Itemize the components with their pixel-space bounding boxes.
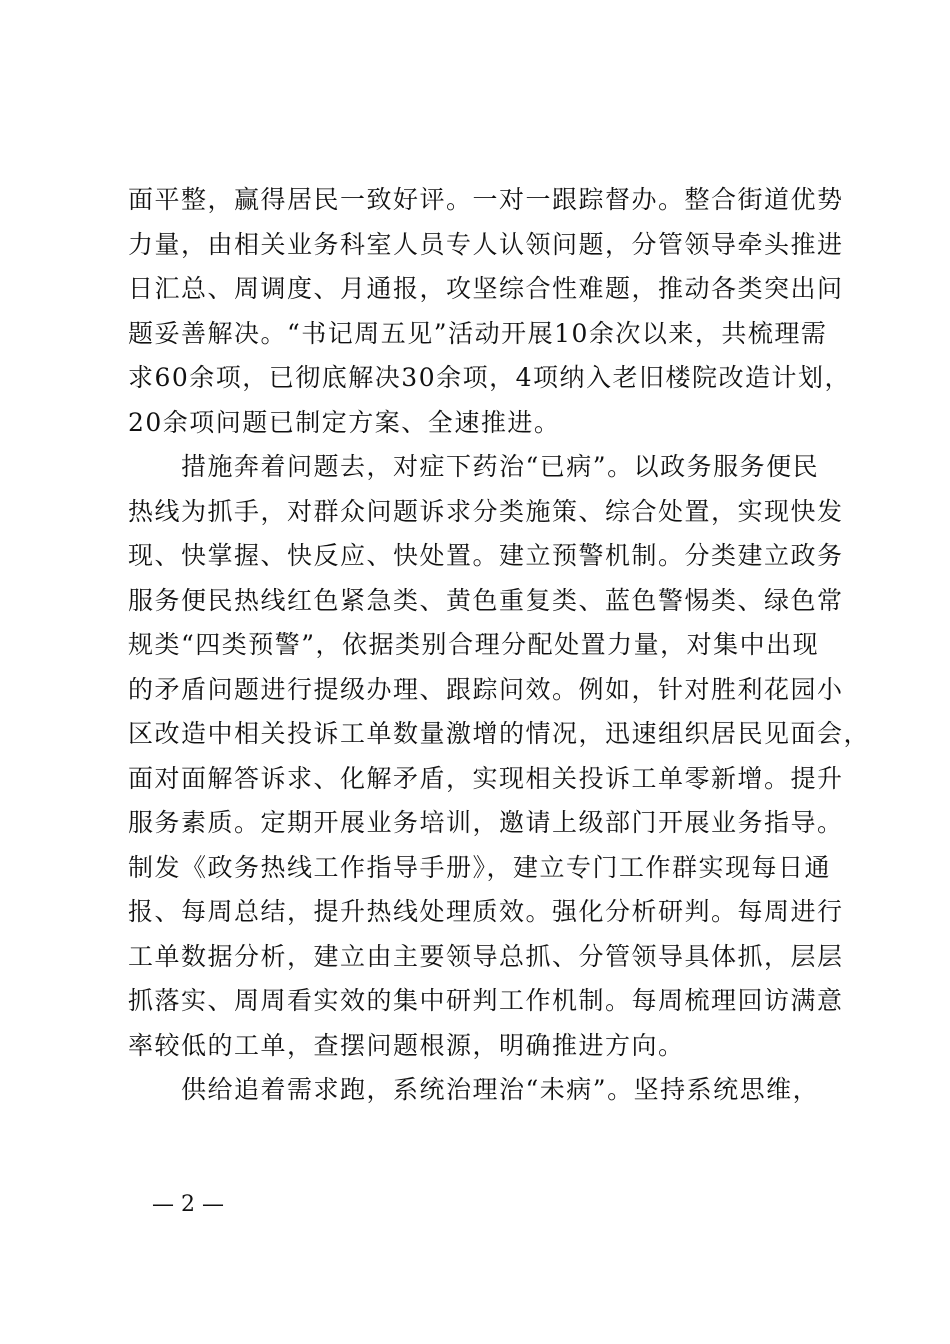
page-number: — 2 — — [152, 1192, 224, 1217]
text-line: 现、快掌握、快反应、快处置。建立预警机制。分类建立政务 — [128, 541, 844, 570]
text-line: 报、每周总结，提升热线处理质效。强化分析研判。每周进行 — [128, 897, 844, 926]
text-line: 抓落实、周周看实效的集中研判工作机制。每周梳理回访满意 — [128, 986, 844, 1015]
text-line: 措施奔着问题去，对症下药治“已病”。以政务服务便民 — [128, 452, 820, 481]
text-line: 服务素质。定期开展业务培训，邀请上级部门开展业务指导。 — [128, 808, 844, 837]
text-line: 题妥善解决。“书记周五见”活动开展10余次以来，共梳理需 — [128, 318, 828, 348]
text-line: 服务便民热线红色紧急类、黄色重复类、蓝色警惕类、绿色常 — [128, 585, 844, 615]
text-line: 面平整，赢得居民一致好评。一对一跟踪督办。整合街道优势 — [128, 185, 844, 214]
text-line: 制发《政务热线工作指导手册》，建立专门工作群实现每日通 — [128, 852, 832, 882]
text-line: 规类“四类预警”，依据类别合理分配处置力量，对集中出现 — [128, 630, 820, 659]
text-line: 率较低的工单，查摆问题根源，明确推进方向。 — [128, 1030, 685, 1060]
text-line: 20余项问题已制定方案、全速推进。 — [128, 407, 561, 437]
body-text — [128, 178, 871, 1113]
text-line: 求60余项，已彻底解决30余项，4项纳入老旧楼院改造计划， — [128, 363, 852, 392]
text-line: 日汇总、周调度、月通报，攻坚综合性难题，推动各类突出问 — [128, 274, 844, 303]
text-line: 工单数据分析，建立由主要领导总抓、分管领导具体抓，层层 — [128, 941, 844, 971]
text-line: 供给追着需求跑，系统治理治“未病”。坚持系统思维， — [128, 1075, 820, 1104]
text-line: 热线为抓手，对群众问题诉求分类施策、综合处置，实现快发 — [128, 496, 844, 526]
text-line: 区改造中相关投诉工单数量激增的情况，迅速组织居民见面会， — [128, 719, 871, 748]
text-line: 的矛盾问题进行提级办理、跟踪问效。例如，针对胜利花园小 — [128, 674, 844, 704]
text-line: 力量，由相关业务科室人员专人认领问题，分管领导牵头推进 — [128, 229, 844, 259]
text-line: 面对面解答诉求、化解矛盾，实现相关投诉工单零新增。提升 — [128, 763, 844, 793]
